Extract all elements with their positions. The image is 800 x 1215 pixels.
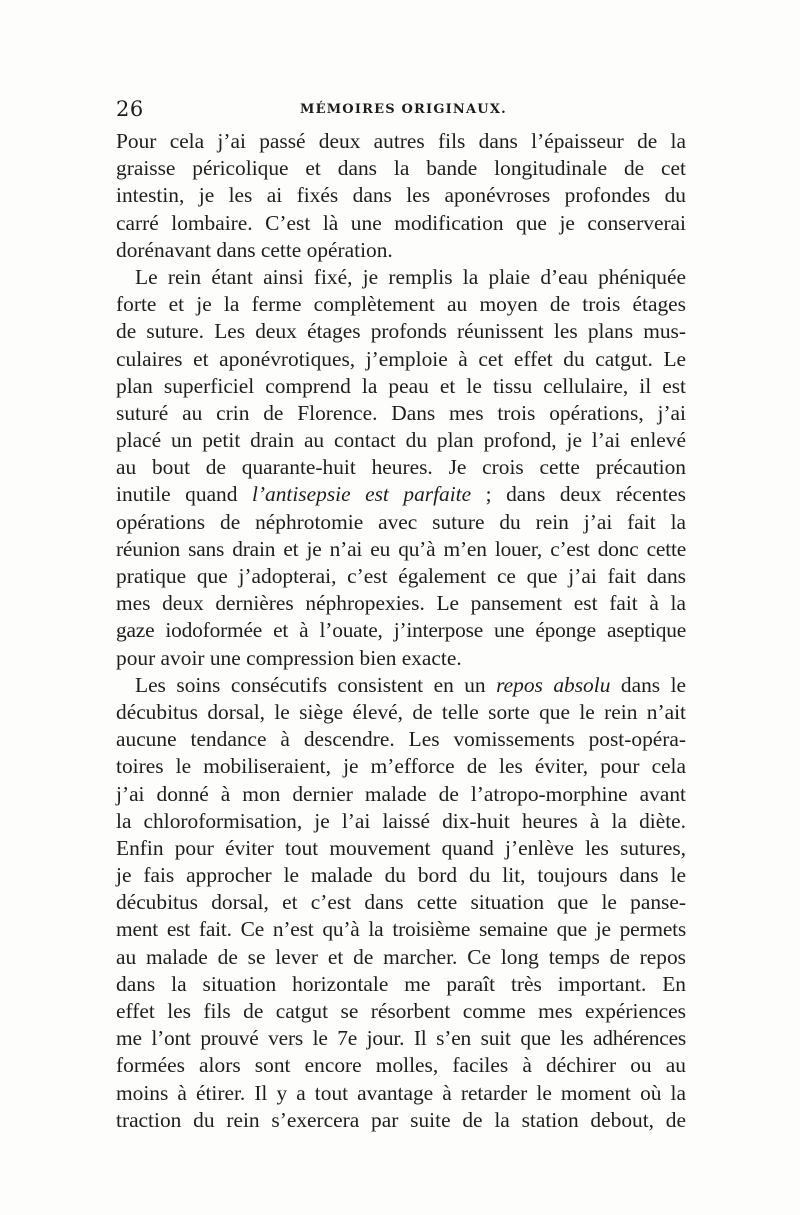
text-line: suturé au crin de Florence. Dans mes trois opérations, j’ai (116, 400, 686, 425)
text-line: mes deux dernières néphropexies. Le pansement est fait à la (116, 591, 686, 616)
running-title: MÉMOIRES ORIGINAUX. (300, 102, 507, 117)
text-line: pratique que j’adopterai, c’est également ce que j’ai fait dans (116, 564, 686, 588)
text-line: la chloroformisation, je l’ai laissé dix-huit heures à la diète. (116, 808, 686, 833)
text-line: formées alors sont encore molles, faciles à déchirer ou au (116, 1053, 686, 1078)
text-line: effet les fils de catgut se résorbent comme mes expériences (116, 999, 686, 1023)
text-line: de suture. Les deux étages profonds réunissent les plans mus- (116, 319, 686, 344)
text-line: Pour cela j’ai passé deux autres fils dans l’épaisseur de la (116, 129, 686, 153)
text-line: aucune tendance à descendre. Les vomissements post-opéra- (116, 727, 686, 752)
text-line: opérations de néphrotomie avec suture du rein j’ai fait la (116, 509, 686, 534)
text-line-mixed (116, 481, 686, 508)
text-line: plan superficiel comprend la peau et le tissu cellulaire, il est (116, 373, 686, 398)
text-segment: inutile quand (116, 482, 252, 507)
page-header (116, 97, 686, 127)
text-line: placé un petit drain au contact du plan profond, je l’ai enlevé (116, 428, 686, 453)
text-line: moins à étirer. Il y a tout avantage à retarder le moment où la (116, 1080, 686, 1105)
text-line: Enfin pour éviter tout mouvement quand j’enlève les sutures, (116, 835, 686, 860)
text-line: au malade de se lever et de marcher. Ce long temps de repos (116, 944, 686, 969)
text-line: réunion sans drain et je n’ai eu qu’à m’en louer, c’est donc cette (116, 536, 686, 561)
text-line: pour avoir une compression bien exacte. (116, 645, 462, 670)
text-line: graisse péricolique et dans la bande longitudinale de cet (116, 156, 686, 181)
page-number: 26 (116, 97, 144, 121)
text-segment: ; dans deux récentes (471, 482, 686, 507)
text-line: au bout de quarante-huit heures. Je crois cette précaution (116, 455, 686, 480)
text-line: forte et je la ferme complètement au moyen de trois étages (116, 292, 686, 317)
body-text (116, 128, 686, 1134)
text-line: toires le mobiliseraient, je m’efforce de les éviter, pour cela (116, 754, 686, 779)
text-line: dans la situation horizontale me paraît très important. En (116, 971, 686, 996)
text-line: j’ai donné à mon dernier malade de l’atropo-morphine avant (116, 781, 686, 806)
text-line: je fais approcher le malade du bord du lit, toujours dans le (116, 863, 686, 888)
text-line-mixed (116, 672, 686, 699)
text-line: intestin, je les ai fixés dans les aponévroses profondes du (116, 183, 686, 208)
text-line: me l’ont prouvé vers le 7e jour. Il s’en suit que les adhérences (116, 1026, 686, 1051)
text-line: décubitus dorsal, et c’est dans cette situation que le panse- (116, 890, 686, 915)
text-line: gaze iodoformée et à l’ouate, j’interpose une éponge aseptique (116, 618, 686, 643)
text-line: culaires et aponévrotiques, j’emploie à cet effet du catgut. Le (116, 346, 686, 371)
italic-phrase: repos absolu (496, 672, 611, 697)
text-line: carré lombaire. C’est là une modification que je conserverai (116, 210, 686, 235)
text-line: Le rein étant ainsi fixé, je remplis la plaie d’eau phéniquée (135, 264, 686, 289)
text-line: ment est fait. Ce n’est qu’à la troisième semaine que je permets (116, 917, 686, 942)
text-line: dorénavant dans cette opération. (116, 237, 393, 262)
text-segment: Les soins consécutifs consistent en un (135, 672, 497, 697)
text-line: traction du rein s’exercera par suite de la station debout, de (116, 1107, 686, 1132)
italic-phrase: l’antisepsie est parfaite (251, 482, 472, 507)
text-segment: dans le (610, 672, 687, 697)
text-line: décubitus dorsal, le siège élevé, de telle sorte que le rein n’ait (116, 699, 686, 724)
